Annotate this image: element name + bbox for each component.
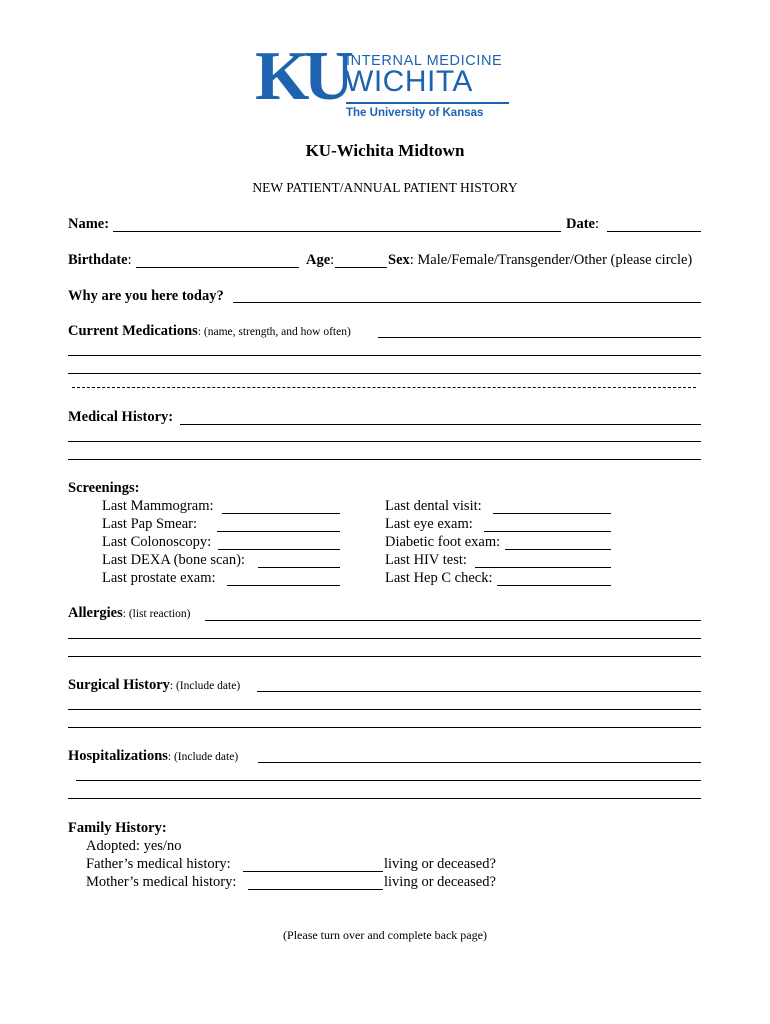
- screenings-label: Screenings:: [68, 480, 140, 496]
- sex-label: Sex: Male/Female/Transgender/Other (please circle): [388, 252, 693, 268]
- age-field[interactable]: [335, 267, 387, 268]
- screening-pap-field[interactable]: [217, 531, 340, 532]
- screening-hepc-label: Last Hep C check:: [385, 570, 493, 586]
- logo-university: The University of Kansas: [346, 107, 484, 119]
- allergies-line-3[interactable]: [68, 656, 701, 657]
- surgical-history-label: Surgical History: (Include date): [68, 677, 241, 693]
- family-mother-status: living or deceased?: [384, 874, 496, 890]
- current-medications-label: Current Medications: (name, strength, and how often): [68, 323, 351, 339]
- medical-history-line-1[interactable]: [180, 424, 701, 425]
- surgical-history-line-2[interactable]: [68, 709, 701, 710]
- screening-eye-field[interactable]: [484, 531, 611, 532]
- logo-divider: [346, 102, 509, 104]
- birthdate-label: Birthdate:: [68, 252, 132, 268]
- family-history-label: Family History:: [68, 820, 167, 836]
- screening-prostate-label: Last prostate exam:: [102, 570, 216, 586]
- date-field[interactable]: [607, 231, 701, 232]
- screening-dexa-field[interactable]: [258, 567, 340, 568]
- screening-hiv-label: Last HIV test:: [385, 552, 467, 568]
- allergies-line-1[interactable]: [205, 620, 701, 621]
- screening-dental-label: Last dental visit:: [385, 498, 482, 514]
- date-label: Date:: [566, 216, 600, 232]
- screening-colonoscopy-label: Last Colonoscopy:: [102, 534, 212, 550]
- name-label: Name:: [68, 216, 110, 232]
- surgical-history-line-3[interactable]: [68, 727, 701, 728]
- screening-eye-label: Last eye exam:: [385, 516, 473, 532]
- family-father-label: Father’s medical history:: [86, 856, 231, 872]
- screening-foot-label: Diabetic foot exam:: [385, 534, 501, 550]
- family-mother-label: Mother’s medical history:: [86, 874, 237, 890]
- medications-line-1[interactable]: [378, 337, 701, 338]
- hospitalizations-line-1[interactable]: [258, 762, 701, 763]
- logo-internal-medicine: INTERNAL MEDICINE: [346, 53, 503, 69]
- medical-history-line-2[interactable]: [68, 441, 701, 442]
- family-father-field[interactable]: [243, 871, 383, 872]
- screening-foot-field[interactable]: [505, 549, 611, 550]
- medications-line-4[interactable]: [72, 387, 696, 388]
- hospitalizations-line-3[interactable]: [68, 798, 701, 799]
- name-field[interactable]: [113, 231, 561, 232]
- medications-line-2[interactable]: [68, 355, 701, 356]
- screening-hepc-field[interactable]: [497, 585, 611, 586]
- screening-prostate-field[interactable]: [227, 585, 340, 586]
- screening-colonoscopy-field[interactable]: [218, 549, 340, 550]
- family-father-status: living or deceased?: [384, 856, 496, 872]
- ku-logo-mark: KU: [255, 38, 348, 115]
- screening-dental-field[interactable]: [493, 513, 611, 514]
- screening-mammogram-label: Last Mammogram:: [102, 498, 214, 514]
- logo-wichita: WICHITA: [345, 65, 473, 98]
- screening-pap-label: Last Pap Smear:: [102, 516, 198, 532]
- family-adopted: Adopted: yes/no: [86, 838, 182, 854]
- allergies-line-2[interactable]: [68, 638, 701, 639]
- form-title: NEW PATIENT/ANNUAL PATIENT HISTORY: [252, 180, 518, 195]
- medical-history-line-3[interactable]: [68, 459, 701, 460]
- family-mother-field[interactable]: [248, 889, 383, 890]
- allergies-label: Allergies: (list reaction): [68, 605, 191, 621]
- surgical-history-line-1[interactable]: [257, 691, 701, 692]
- screening-dexa-label: Last DEXA (bone scan):: [102, 552, 245, 568]
- birthdate-field[interactable]: [136, 267, 299, 268]
- hospitalizations-line-2[interactable]: [76, 780, 701, 781]
- why-here-field[interactable]: [233, 302, 701, 303]
- footer-note: (Please turn over and complete back page): [283, 928, 487, 942]
- why-here-label: Why are you here today?: [68, 288, 224, 304]
- medications-line-3[interactable]: [68, 373, 701, 374]
- clinic-name: KU-Wichita Midtown: [305, 141, 465, 160]
- screening-mammogram-field[interactable]: [222, 513, 340, 514]
- medical-history-label: Medical History:: [68, 409, 174, 425]
- hospitalizations-label: Hospitalizations: (Include date): [68, 748, 239, 764]
- age-label: Age:: [306, 252, 335, 268]
- screening-hiv-field[interactable]: [475, 567, 611, 568]
